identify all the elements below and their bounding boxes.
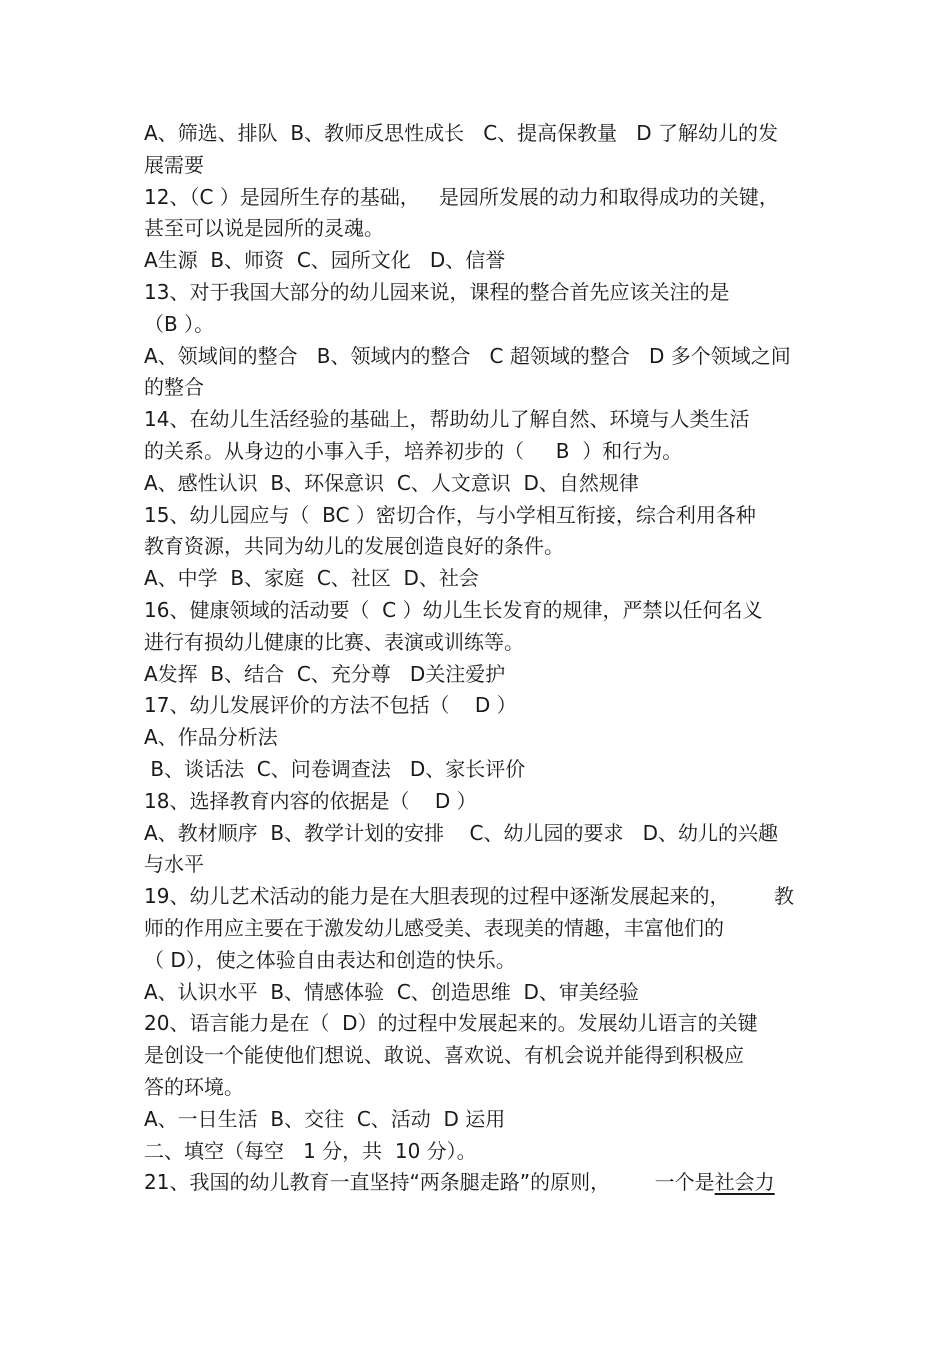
question-text-block bbox=[144, 118, 814, 1199]
text-line: A、作品分析法 bbox=[144, 725, 278, 750]
text-line: B、谈话法 C、问卷调查法 D、家长评价 bbox=[144, 756, 526, 781]
text-line: A、筛选、排队 B、教师反思性成长 C、提高保教量 D 了解幼儿的发 bbox=[144, 121, 778, 145]
text-line: 13、对于我国大部分的幼儿园来说，课程的整合首先应该关注的是 bbox=[144, 279, 730, 304]
text-line: A生源 B、师资 C、园所文化 D、信誉 bbox=[144, 248, 506, 273]
text-line: （ D），使之体验自由表达和创造的快乐。 bbox=[144, 947, 516, 972]
text-line: A、教材顺序 B、教学计划的安排 C、幼儿园的要求 D、幼儿的兴趣 bbox=[144, 820, 778, 845]
text-line: A发挥 B、结合 C、充分尊 D关注爱护 bbox=[144, 661, 506, 686]
text-line: A、中学 B、家庭 C、社区 D、社会 bbox=[144, 566, 479, 591]
text-line: A、领域间的整合 B、领域内的整合 C 超领域的整合 D 多个领域之间 bbox=[144, 343, 791, 368]
text-line: 17、幼儿发展评价的方法不包括（ D ） bbox=[144, 693, 517, 718]
text-line-segment: 21、我国的幼儿教育一直坚持“两条腿走路”的原则， 一个是 bbox=[144, 1170, 715, 1195]
text-line: 展需要 bbox=[144, 152, 204, 177]
text-line: 师的作用应主要在于激发幼儿感受美、表现美的情趣，丰富他们的 bbox=[144, 915, 724, 940]
text-line: A、感性认识 B、环保意识 C、人文意识 D、自然规律 bbox=[144, 470, 639, 495]
text-line: 19、幼儿艺术活动的能力是在大胆表现的过程中逐渐发展起来的， 教 bbox=[144, 884, 794, 909]
text-line: 的关系。从身边的小事入手，培养初步的（ B ）和行为。 bbox=[144, 438, 683, 463]
text-line: A、认识水平 B、情感体验 C、创造思维 D、审美经验 bbox=[144, 979, 639, 1004]
text-line: 15、幼儿园应与（ BC ）密切合作，与小学相互衔接，综合利用各种 bbox=[144, 502, 756, 527]
text-line: 12、（C ）是园所生存的基础， 是园所发展的动力和取得成功的关键， bbox=[144, 184, 779, 209]
text-line: 16、健康领域的活动要（ C ）幼儿生长发育的规律，严禁以任何名义 bbox=[144, 597, 763, 622]
text-line: 教育资源，共同为幼儿的发展创造良好的条件。 bbox=[144, 534, 564, 559]
underlined-answer: 社会力 bbox=[714, 1170, 775, 1195]
text-line: 20、语言能力是在（ D）的过程中发展起来的。发展幼儿语言的关键 bbox=[144, 1011, 758, 1036]
text-line: 14、在幼儿生活经验的基础上，帮助幼儿了解自然、环境与人类生活 bbox=[144, 407, 750, 432]
text-line: （B ）。 bbox=[144, 311, 215, 336]
text-line: 18、选择教育内容的依据是（ D ） bbox=[144, 788, 477, 813]
text-line: 进行有损幼儿健康的比赛、表演或训练等。 bbox=[144, 629, 524, 654]
text-line: A、一日生活 B、交往 C、活动 D 运用 bbox=[144, 1106, 506, 1131]
text-line: 与水平 bbox=[144, 852, 204, 877]
text-line: 二、填空（每空 1 分，共 10 分）。 bbox=[144, 1138, 477, 1163]
text-line: 甚至可以说是园所的灵魂。 bbox=[144, 216, 384, 241]
text-line-last bbox=[144, 1167, 814, 1199]
text-line: 的整合 bbox=[144, 375, 204, 400]
text-line: 是创设一个能使他们想说、敢说、喜欢说、有机会说并能得到积极应 bbox=[144, 1043, 744, 1068]
text-line: 答的环境。 bbox=[144, 1074, 244, 1099]
